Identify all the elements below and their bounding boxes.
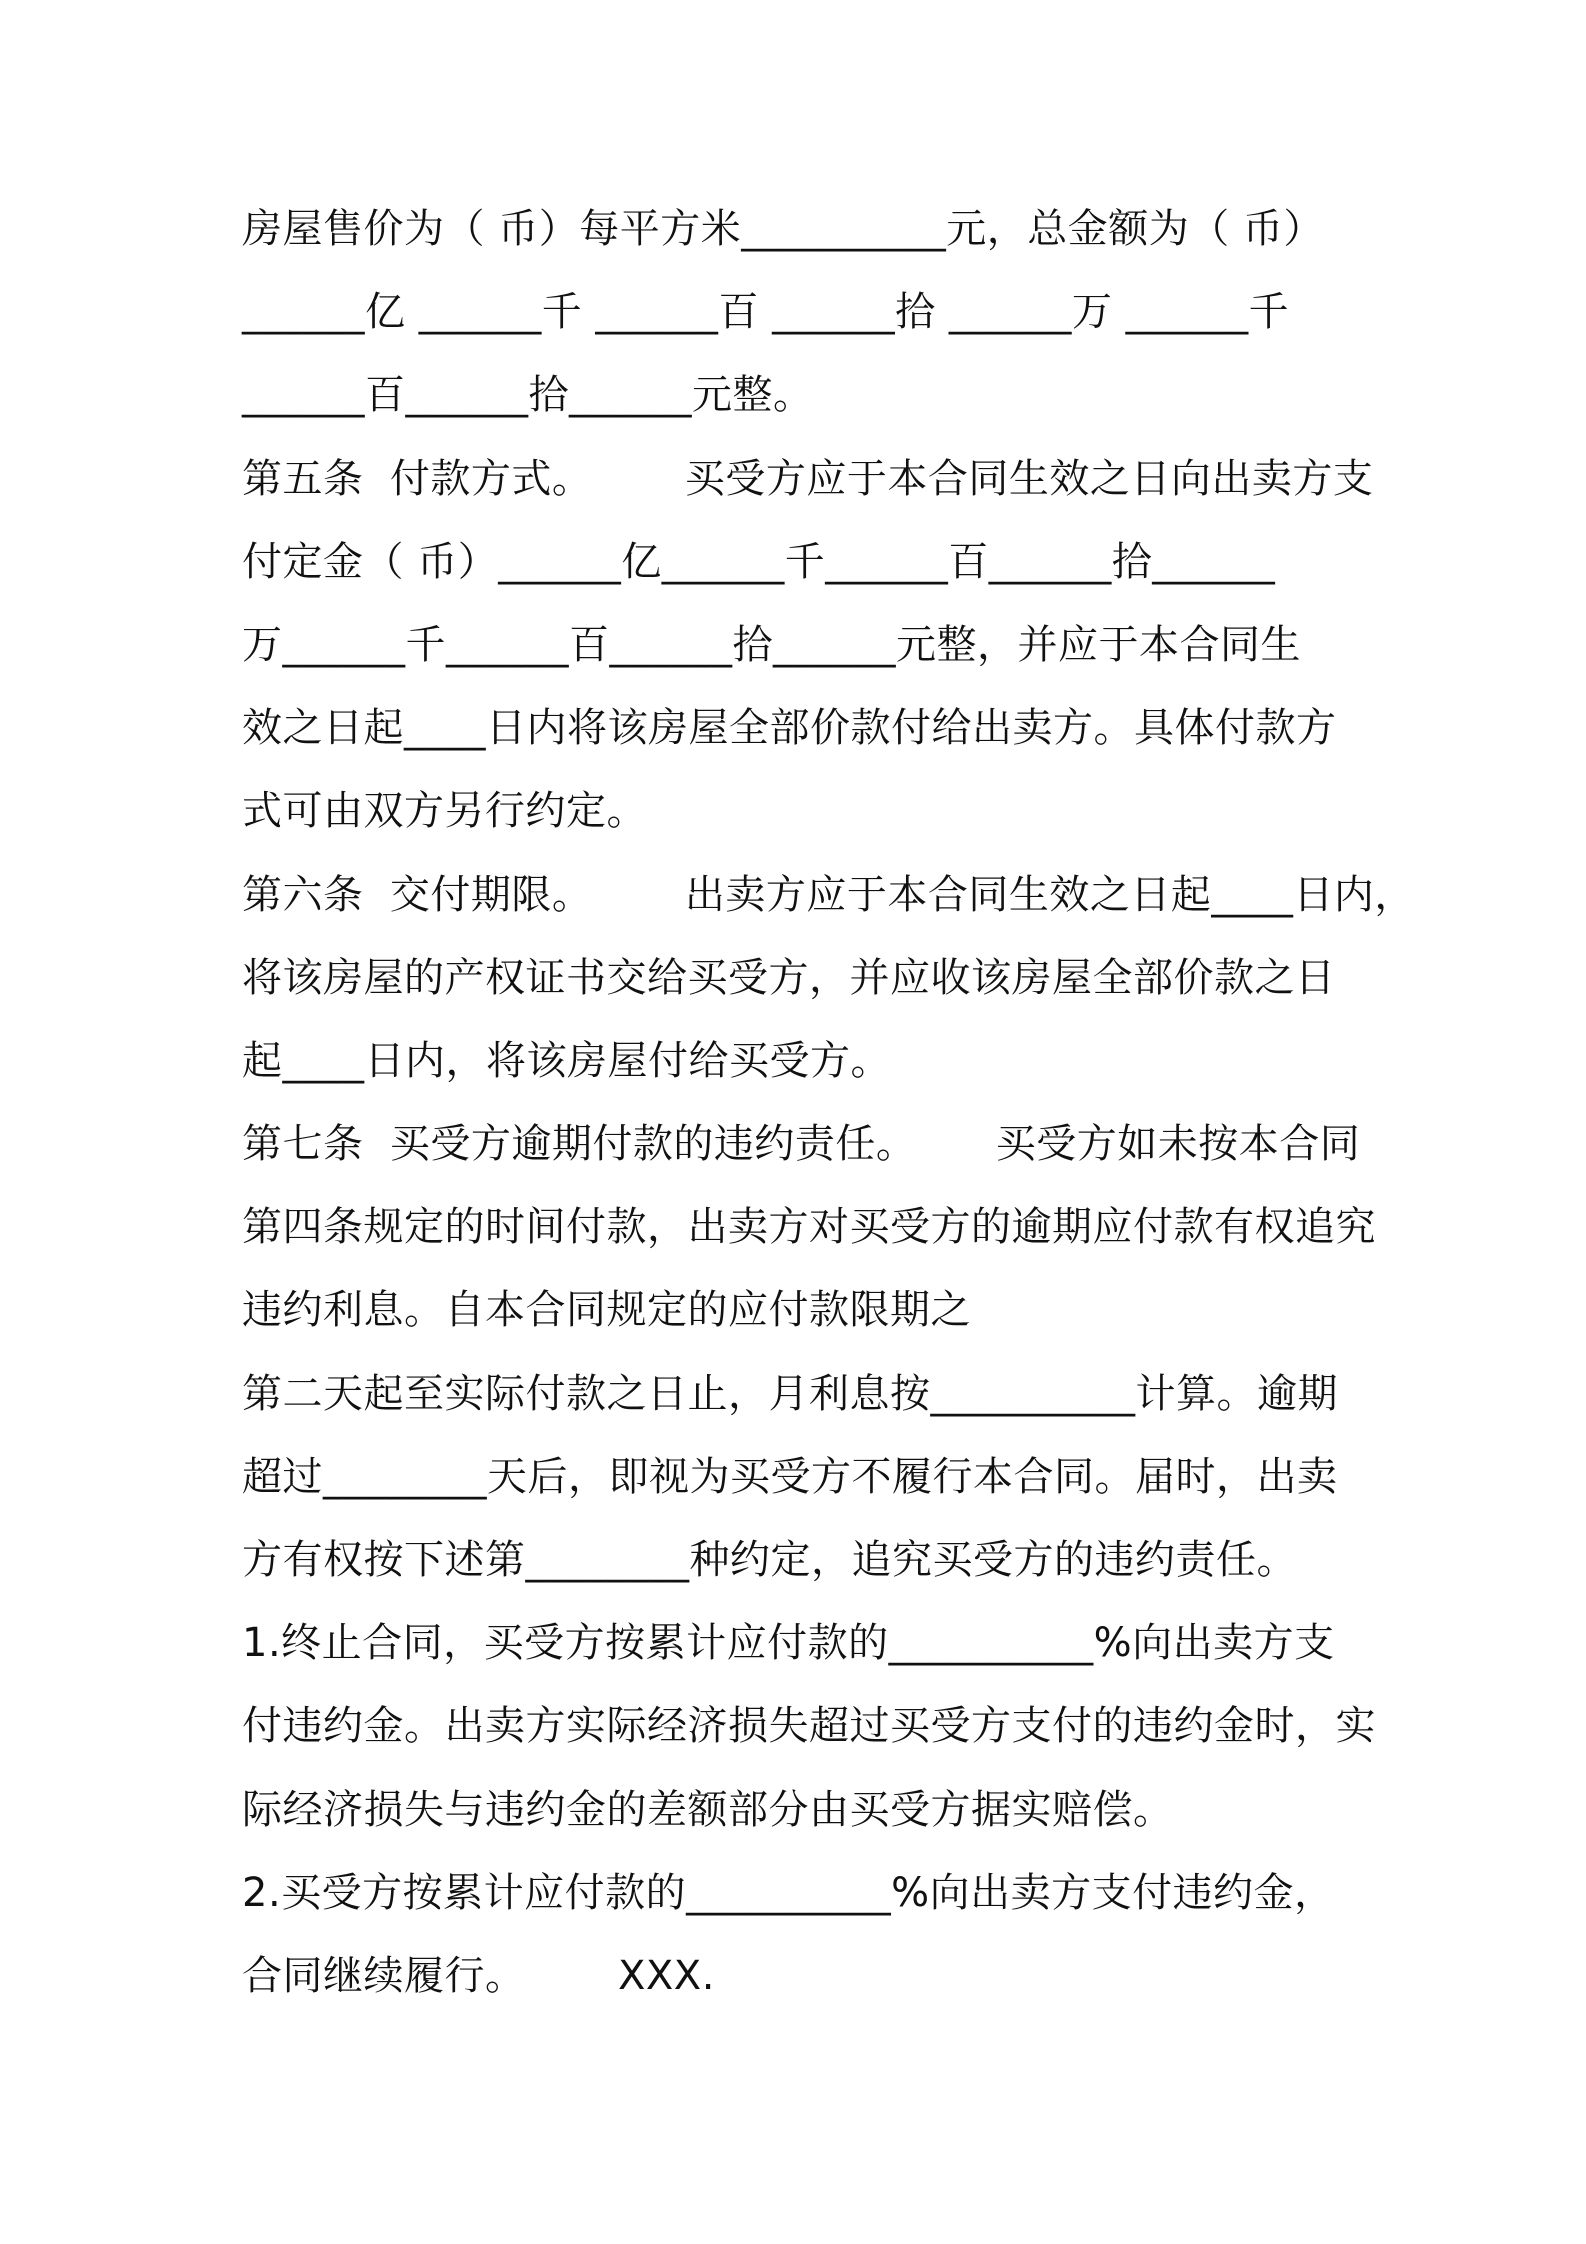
line-text: 际经济损失与违约金的差额部分由买受方据实赔偿。 (242, 1786, 1174, 1833)
text-line-14 (242, 1279, 1360, 1362)
text-line-1 (242, 198, 1360, 281)
line-text: 第四条规定的时间付款，出卖方对买受方的逾期应付款有权追究 (242, 1204, 1376, 1251)
text-line-22 (242, 1945, 1360, 2028)
line-text: 万______千______百______拾______元整，并应于本合同生 (242, 621, 1301, 668)
text-line-21 (242, 1862, 1360, 1945)
text-line-6 (242, 614, 1360, 697)
line-text: 超过________天后，即视为买受方不履行本合同。届时，出卖 (242, 1453, 1338, 1500)
line-text: 房屋售价为（ 币）每平方米__________元，总金额为（ 币） (242, 206, 1324, 252)
text-line-9 (242, 864, 1415, 947)
line-text: 第五条 付款方式。 买受方应于本合同生效之日向出卖方支 (242, 455, 1374, 502)
line-text: ______百______拾______元整。 (242, 372, 814, 419)
line-text: 效之日起____日内将该房屋全部价款付给出卖方。具体付款方 (242, 705, 1337, 752)
line-text: 方有权按下述第________种约定，追究买受方的违约责任。 (242, 1537, 1297, 1583)
contract-text (242, 198, 1415, 2028)
text-line-12 (242, 1113, 1360, 1196)
text-line-7 (242, 697, 1360, 780)
text-line-5 (242, 531, 1360, 614)
line-text: ______亿 ______千 ______百 ______拾 ______万 ______千 (242, 289, 1290, 336)
line-text: 第六条 交付期限。 出卖方应于本合同生效之日起____日内， (242, 871, 1415, 918)
text-line-16 (242, 1446, 1360, 1529)
line-text: 将该房屋的产权证书交给买受方，并应收该房屋全部价款之日 (242, 954, 1336, 1001)
text-line-11 (242, 1030, 1360, 1113)
text-line-17 (242, 1529, 1360, 1612)
text-line-13 (242, 1196, 1376, 1279)
text-line-15 (242, 1363, 1360, 1446)
text-line-18 (242, 1612, 1360, 1695)
line-text: 第七条 买受方逾期付款的违约责任。 买受方如未按本合同 (242, 1121, 1361, 1168)
line-text: 式可由双方另行约定。 (242, 788, 647, 835)
line-text: 起____日内，将该房屋付给买受方。 (242, 1037, 891, 1084)
text-line-20 (242, 1779, 1360, 1862)
line-text: 违约利息。自本合同规定的应付款限期之 (242, 1287, 971, 1334)
line-text: 2.买受方按累计应付款的__________%向出卖方支付违约金， (242, 1869, 1335, 1916)
text-line-19 (242, 1695, 1376, 1778)
line-text: 1.终止合同，买受方按累计应付款的__________%向出卖方支 (242, 1620, 1335, 1667)
text-line-10 (242, 947, 1360, 1030)
line-text: 合同继续履行。 XXX. (242, 1952, 715, 1999)
text-line-8 (242, 780, 1360, 863)
text-line-4 (242, 448, 1374, 531)
line-text: 第二天起至实际付款之日止，月利息按__________计算。逾期 (242, 1370, 1338, 1417)
line-text: 付违约金。出卖方实际经济损失超过买受方支付的违约金时，实 (242, 1703, 1376, 1750)
line-text: 付定金（ 币）______亿______千______百______拾______ (242, 538, 1276, 585)
text-line-3 (242, 364, 1360, 447)
text-line-2 (242, 281, 1360, 364)
